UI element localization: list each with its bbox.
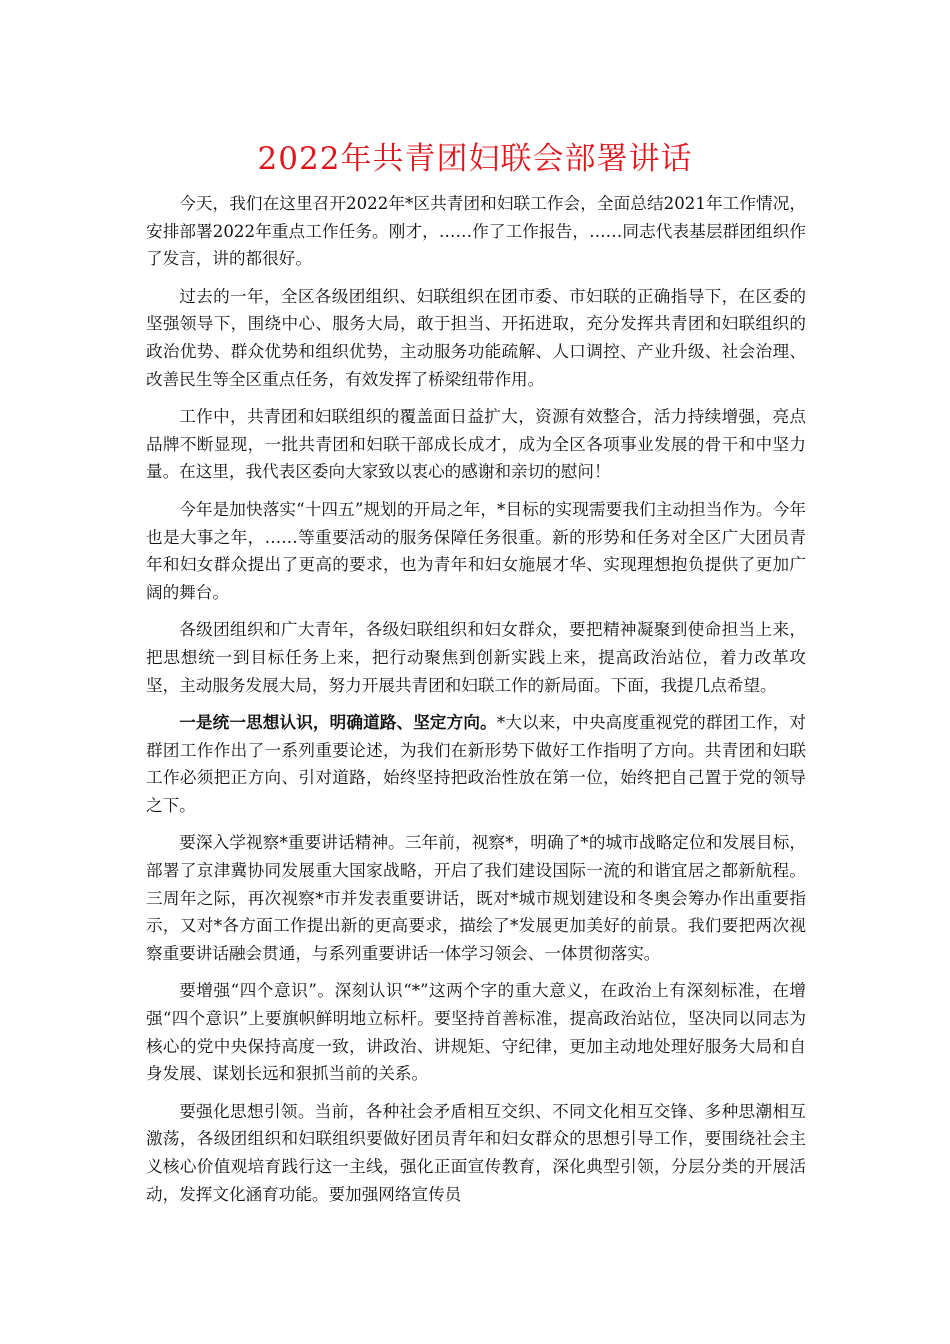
paragraph-9 <box>146 1098 806 1208</box>
paragraph-3 <box>146 403 806 486</box>
paragraph-8 <box>146 977 806 1087</box>
paragraph-7 <box>146 829 806 967</box>
paragraph-text: 今年是加快落实“十四五”规划的开局之年，*目标的实现需要我们主动担当作为。今年也是大事之年，……等重要活动的服务保障任务很重。新的形势和任务对全区广大团员青年和妇女群众提出了更高的要求，也为青年和妇女施展才华、实现理想抱负提供了更加广阔的舞台。 <box>146 499 806 602</box>
paragraph-text: 要强化思想引领。当前，各种社会矛盾相互交织、不同文化相互交锋、多种思潮相互激荡，各级团组织和妇联组织要做好团员青年和妇女群众的思想引导工作，要围绕社会主义核心价值观培育践行这一主线，强化正面宣传教育，深化典型引领，分层分类的开展活动，发挥文化涵育功能。要加强网络宣传员 <box>146 1101 806 1204</box>
paragraph-text: 今天，我们在这里召开2022年*区共青团和妇联工作会，全面总结2021年工作情况，安排部署2022年重点工作任务。刚才，……作了工作报告，……同志代表基层群团组织作了发言，讲的都很好。 <box>146 194 806 269</box>
paragraph-text: *大以来，中央高度重视党的群团工作，对群团工作作出了一系列重要论述，为我们在新形势下做好工作指明了方向。共青团和妇联工作必须把正方向、引对道路，始终坚持把政治性放在第一位，始终把自己置于党的领导之下。 <box>146 713 807 815</box>
document-title: 2022年共青团妇联会部署讲话 <box>257 141 693 177</box>
paragraph-lead-heading: 一是统一思想认识，明确道路、坚定方向。 <box>179 712 497 733</box>
paragraph-1 <box>146 190 806 273</box>
paragraph-6 <box>146 709 806 819</box>
paragraph-text: 各级团组织和广大青年，各级妇联组织和妇女群众，要把精神凝聚到使命担当上来，把思想统一到目标任务上来，把行动聚焦到创新实践上来，提高政治站位，着力改革攻坚，主动服务发展大局，努力开展共青团和妇联工作的新局面。下面，我提几点希望。 <box>146 620 806 695</box>
paragraph-text: 要深入学视察*重要讲话精神。三年前，视察*，明确了*的城市战略定位和发展目标，部署了京津冀协同发展重大国家战略，开启了我们建设国际一流的和谐宜居之都新航程。三周年之际，再次视察*市并发表重要讲话，既对*城市规划建设和冬奥会筹办作出重要指示，又对*各方面工作提出新的更高要求，描绘了*发展更加美好的前景。我们要把两次视察重要讲话融会贯通，与系列重要讲话一体学习领会、一体贯彻落实。 <box>146 833 806 963</box>
paragraph-5 <box>146 616 806 699</box>
paragraph-text: 要增强“四个意识”。深刻认识“*”这两个字的重大意义，在政治上有深刻标准，在增强“四个意识”上要旗帜鲜明地立标杆。要坚持首善标准，提高政治站位，坚决同以同志为核心的党中央保持高度一致，讲政治、讲规矩、守纪律，更加主动地处理好服务大局和自身发展、谋划长远和狠抓当前的关系。 <box>146 981 806 1084</box>
paragraph-text: 过去的一年，全区各级团组织、妇联组织在团市委、市妇联的正确指导下，在区委的坚强领导下，围绕中心、服务大局，敢于担当、开拓进取，充分发挥共青团和妇联组织的政治优势、群众优势和组织优势，主动服务功能疏解、人口调控、产业升级、社会治理、改善民生等全区重点任务，有效发挥了桥梁纽带作用。 <box>146 286 806 389</box>
paragraph-2 <box>146 283 806 393</box>
document-body <box>146 190 806 1218</box>
paragraph-4 <box>146 496 806 606</box>
paragraph-text: 工作中，共青团和妇联组织的覆盖面日益扩大，资源有效整合，活力持续增强，亮点品牌不断显现，一批共青团和妇联干部成长成才，成为全区各项事业发展的骨干和中坚力量。在这里，我代表区委向大家致以衷心的感谢和亲切的慰问！ <box>146 407 806 482</box>
